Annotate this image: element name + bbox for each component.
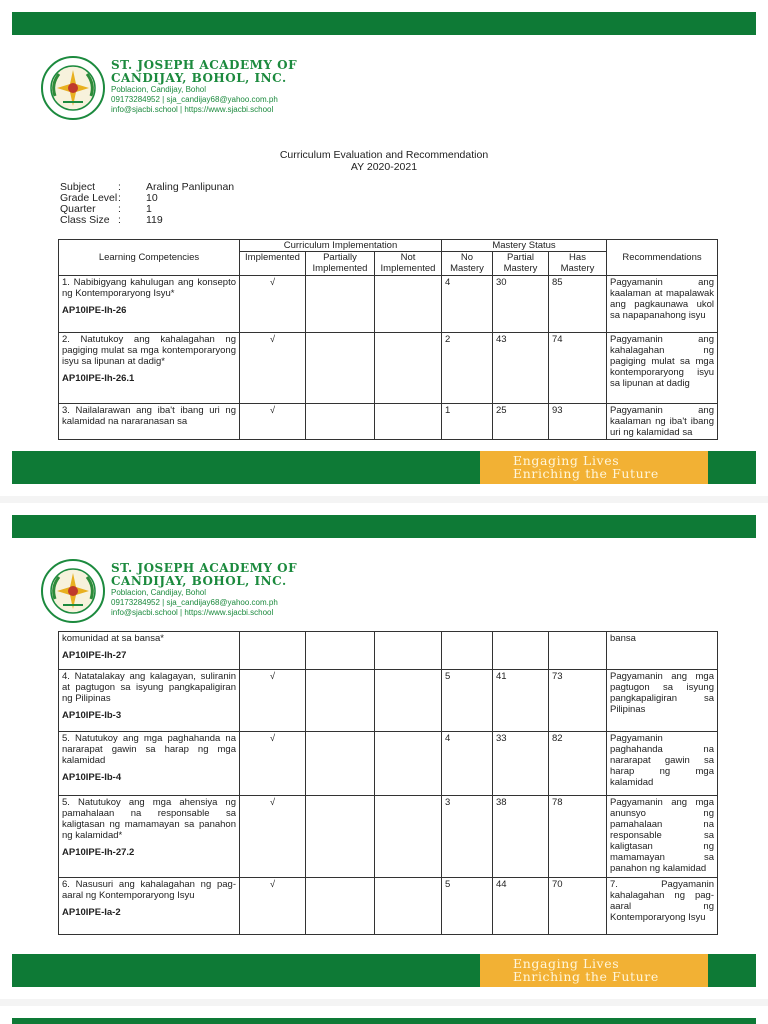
competency-cell	[59, 732, 240, 796]
competency-text: 3. Nailalarawan ang iba't ibang uri ng kalamidad na nararanasan sa	[62, 405, 236, 427]
school-seal-icon	[41, 56, 105, 120]
not-implemented-cell	[375, 276, 442, 333]
competency-code: AP10IPE-Ib-3	[62, 710, 122, 721]
info-label: Class Size	[60, 214, 110, 226]
table-row	[59, 276, 718, 333]
partial-mastery-cell: 43	[493, 333, 549, 404]
page-footer-bar	[12, 451, 756, 484]
school-name-line1: ST. JOSEPH ACADEMY OF	[111, 561, 298, 575]
implemented-cell	[240, 632, 306, 670]
partially-cell	[306, 796, 375, 878]
footer-tagline-2: Enriching the Future	[513, 969, 659, 984]
recommendation-cell: Pagyamanin ang mga anunsyo ng pamahalaan na responsable sa kaligtasan ng mamamayan sa panahon ng kalamidad	[607, 796, 718, 878]
document-page-3	[0, 1006, 768, 1024]
info-separator: :	[118, 214, 121, 226]
has-mastery-cell: 73	[549, 670, 607, 732]
school-contact: 09173284952 | sja_candijay68@yahoo.com.ph	[111, 95, 278, 104]
document-year: AY 2020-2021	[350, 161, 418, 173]
header-learning-competencies: Learning Competencies	[59, 240, 240, 276]
competency-cell	[59, 632, 240, 670]
competency-code: AP10IPE-Ih-26	[62, 305, 127, 316]
school-contact: 09173284952 | sja_candijay68@yahoo.com.ph	[111, 598, 278, 607]
competency-code: AP10IPE-Ih-27	[62, 650, 127, 661]
recommendation-cell: Pagyamanin ang mga pagtugon sa isyung pangkapaligiran sa Pilipinas	[607, 670, 718, 732]
recommendation-cell: Pagyamanin paghahanda na nararapat gawin sa harap ng mga kalamidad	[607, 732, 718, 796]
has-mastery-cell: 70	[549, 878, 607, 935]
school-name-line2: CANDIJAY, BOHOL, INC.	[111, 71, 287, 85]
table-row	[59, 796, 718, 878]
not-implemented-cell	[375, 878, 442, 935]
info-label: Subject	[60, 181, 96, 193]
not-implemented-cell	[375, 632, 442, 670]
competency-text: 5. Natutukoy ang mga paghahanda na nararapat gawin sa harap ng mga kalamidad	[62, 733, 236, 766]
subject-info	[60, 182, 234, 226]
table-row	[59, 632, 718, 670]
school-name-line1: ST. JOSEPH ACADEMY OF	[111, 58, 298, 72]
table-row	[59, 732, 718, 796]
evaluation-table-page-1	[58, 239, 718, 440]
not-implemented-cell	[375, 333, 442, 404]
competency-cell	[59, 404, 240, 440]
info-value: 119	[146, 214, 163, 226]
implemented-cell: √	[240, 732, 306, 796]
partially-cell	[306, 404, 375, 440]
info-label: Quarter	[60, 203, 96, 215]
implemented-cell: √	[240, 878, 306, 935]
not-implemented-cell	[375, 670, 442, 732]
document-page-1	[0, 0, 768, 496]
partially-cell	[306, 333, 375, 404]
header-implemented: Implemented	[240, 252, 306, 276]
recommendation-cell: Pagyamanin ang kaalaman ng iba't ibang uri ng kalamidad sa	[607, 404, 718, 440]
partial-mastery-cell: 38	[493, 796, 549, 878]
school-block	[111, 59, 297, 115]
no-mastery-cell: 4	[442, 276, 493, 333]
footer-tagline-2: Enriching the Future	[513, 466, 659, 481]
info-separator: :	[118, 203, 121, 215]
no-mastery-cell: 5	[442, 878, 493, 935]
partial-mastery-cell: 30	[493, 276, 549, 333]
competency-cell	[59, 276, 240, 333]
no-mastery-cell: 1	[442, 404, 493, 440]
school-name-line2: CANDIJAY, BOHOL, INC.	[111, 574, 287, 588]
header-no-mastery: No Mastery	[442, 252, 493, 276]
recommendation-cell: Pagyamanin ang kaalaman at mapalawak ang pagkaunawa ukol sa napapanahong isyu	[607, 276, 718, 333]
table-row	[59, 878, 718, 935]
competency-code: AP10IPE-Ih-27.2	[62, 847, 135, 858]
implemented-cell: √	[240, 670, 306, 732]
info-value: 10	[146, 192, 158, 204]
info-value: 1	[146, 203, 152, 215]
partially-cell	[306, 878, 375, 935]
competency-text: 5. Natutukoy ang mga ahensiya ng pamahalaan na responsable sa kaligtasan ng mamamayan sa panahon ng kalamidad*	[62, 797, 236, 841]
school-address: Poblacion, Candijay, Bohol	[111, 85, 207, 94]
competency-code: AP10IPE-Ia-2	[62, 907, 121, 918]
recommendation-cell: bansa	[607, 632, 718, 670]
footer-tagline-box	[480, 451, 708, 484]
no-mastery-cell: 2	[442, 333, 493, 404]
recommendation-cell: Pagyamanin ang kahalagahan ng pagiging mulat sa mga kontemporaryong isyu sa lipunan at dadig	[607, 333, 718, 404]
school-block	[111, 562, 297, 618]
header-has-mastery: Has Mastery	[549, 252, 607, 276]
header-curriculum-implementation: Curriculum Implementation	[240, 240, 442, 252]
competency-code: AP10IPE-Ih-26.1	[62, 373, 135, 384]
table-row	[59, 333, 718, 404]
page-header-bar	[12, 515, 756, 538]
competency-code: AP10IPE-Ib-4	[62, 772, 122, 783]
competency-cell	[59, 333, 240, 404]
implemented-cell: √	[240, 333, 306, 404]
competency-cell	[59, 670, 240, 732]
implemented-cell: √	[240, 404, 306, 440]
competency-text: 4. Natatalakay ang kalagayan, suliranin at pagtugon sa isyung pangkapaligiran ng Pilipinas	[62, 671, 236, 704]
header-mastery-status: Mastery Status	[442, 240, 607, 252]
recommendation-cell: 7. Pagyamanin kahalagahan ng pag-aaral ng Kontemporaryong Isyu	[607, 878, 718, 935]
footer-tagline-box	[480, 954, 708, 987]
page-header-bar	[12, 12, 756, 35]
table-row	[59, 670, 718, 732]
page-footer-bar	[12, 954, 756, 987]
evaluation-table-page-2	[58, 631, 718, 935]
no-mastery-cell	[442, 632, 493, 670]
table-row	[59, 404, 718, 440]
header-partial-mastery: Partial Mastery	[493, 252, 549, 276]
has-mastery-cell: 74	[549, 333, 607, 404]
school-address: Poblacion, Candijay, Bohol	[111, 588, 207, 597]
partial-mastery-cell: 25	[493, 404, 549, 440]
has-mastery-cell: 78	[549, 796, 607, 878]
document-page-2	[0, 503, 768, 999]
competency-cell	[59, 796, 240, 878]
competency-text: 2. Natutukoy ang kahalagahan ng pagiging mulat sa mga kontemporaryong isyu sa lipunan at dadig*	[62, 334, 236, 367]
competency-text: 6. Nasusuri ang kahalagahan ng pag-aaral ng Kontemporaryong Isyu	[62, 879, 236, 901]
partially-cell	[306, 670, 375, 732]
has-mastery-cell: 93	[549, 404, 607, 440]
has-mastery-cell	[549, 632, 607, 670]
footer-tagline-1: Engaging Lives	[513, 453, 620, 468]
partial-mastery-cell: 44	[493, 878, 549, 935]
not-implemented-cell	[375, 404, 442, 440]
partially-cell	[306, 276, 375, 333]
has-mastery-cell: 82	[549, 732, 607, 796]
document-title: Curriculum Evaluation and Recommendation	[279, 149, 489, 161]
implemented-cell: √	[240, 796, 306, 878]
info-value: Araling Panlipunan	[146, 181, 235, 193]
header-partially-implemented: Partially Implemented	[306, 252, 375, 276]
header-recommendations: Recommendations	[607, 240, 718, 276]
has-mastery-cell: 85	[549, 276, 607, 333]
info-separator: :	[118, 192, 121, 204]
competency-text: 1. Nabibigyang kahulugan ang konsepto ng Kontemporaryong Isyu*	[62, 277, 236, 299]
no-mastery-cell: 3	[442, 796, 493, 878]
no-mastery-cell: 4	[442, 732, 493, 796]
competency-text: komunidad at sa bansa*	[62, 633, 164, 644]
implemented-cell: √	[240, 276, 306, 333]
school-web: info@sjacbi.school | https://www.sjacbi.school	[111, 608, 274, 617]
partial-mastery-cell	[493, 632, 549, 670]
footer-tagline-1: Engaging Lives	[513, 956, 620, 971]
info-row	[60, 215, 234, 226]
partially-cell	[306, 632, 375, 670]
info-separator: :	[118, 181, 121, 193]
info-label: Grade Level	[60, 192, 118, 204]
no-mastery-cell: 5	[442, 670, 493, 732]
competency-cell	[59, 878, 240, 935]
school-web: info@sjacbi.school | https://www.sjacbi.school	[111, 105, 274, 114]
header-not-implemented: Not Implemented	[375, 252, 442, 276]
not-implemented-cell	[375, 796, 442, 878]
not-implemented-cell	[375, 732, 442, 796]
school-seal-icon	[41, 559, 105, 623]
partial-mastery-cell: 33	[493, 732, 549, 796]
page-header-bar	[12, 1018, 756, 1024]
partially-cell	[306, 732, 375, 796]
partial-mastery-cell: 41	[493, 670, 549, 732]
